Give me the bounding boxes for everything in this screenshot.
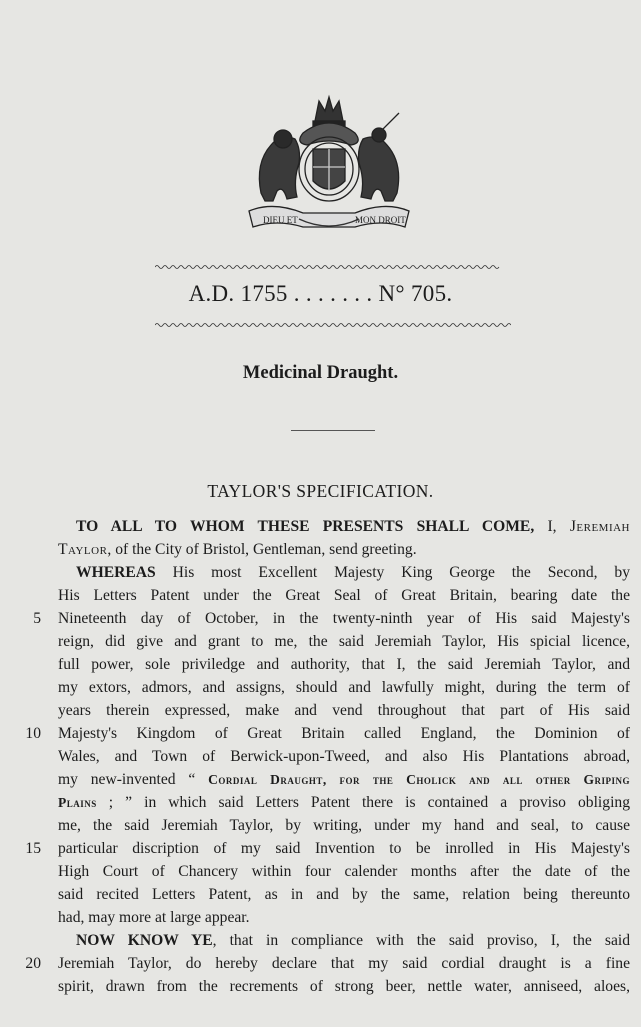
text-line: Taylor, of the City of Bristol, Gentleman, send greeting. (58, 541, 417, 558)
wavy-rule-bottom (155, 322, 511, 328)
text-line: had, may more at large appear. (58, 909, 250, 926)
text-line: His Letters Patent under the Great Seal of Great Britain, bearing date the (58, 587, 630, 604)
line-number: 5 (33, 610, 41, 627)
text-line: spirit, drawn from the recrements of strong beer, nettle water, anniseed, aloes, (58, 978, 630, 995)
document-title: Medicinal Draught. (242, 363, 399, 383)
specification-heading: TAYLOR'S SPECIFICATION. (207, 481, 434, 501)
title-divider (291, 430, 375, 431)
patent-number: N° 705. (378, 281, 453, 306)
text-line: said recited Letters Patent, as in and by the same, relation being thereunto (58, 886, 630, 903)
text-line: TO ALL TO WHOM THESE PRESENTS SHALL COME, I, Jeremiah (76, 518, 631, 535)
text-line: NOW KNOW YE, that in compliance with the said proviso, I, the said (76, 932, 630, 949)
text-line: particular discription of my said Invention to be inrolled in His Majesty's (58, 840, 630, 857)
text-line: me, the said Jeremiah Taylor, by writing, under my hand and seal, to cause (58, 817, 630, 834)
text-line: WHEREAS His most Excellent Majesty King George the Second, by (76, 564, 630, 581)
royal-coat-of-arms-icon (243, 93, 415, 235)
text-line: my new-invented “ Cordial Draught, for the Cholick and all other Griping (58, 771, 630, 788)
patent-year: A.D. 1755 (188, 281, 288, 306)
line-number: 15 (25, 840, 41, 857)
text-line: Jeremiah Taylor, do hereby declare that my said cordial draught is a fine (58, 955, 630, 972)
text-line: High Court of Chancery within four calender months after the date of the (58, 863, 630, 880)
text-line: my extors, admors, and assigns, should and lawfully might, during the term of (58, 679, 630, 696)
patent-number-line (0, 281, 641, 307)
line-number: 10 (25, 725, 41, 742)
text-line: Plains ; ” in which said Letters Patent there is contained a proviso obliging (58, 794, 630, 811)
text-line: years therein expressed, make and vend throughout that part of His said (58, 702, 630, 719)
text-line: Majesty's Kingdom of Great Britain called England, the Dominion of (58, 725, 630, 742)
crest-motto-right: MON DROIT (355, 215, 406, 225)
text-line: Nineteenth day of October, in the twenty-ninth year of His said Majesty's (58, 610, 630, 627)
text-line: reign, did give and grant to me, the said Jeremiah Taylor, His spicial licence, (58, 633, 630, 650)
text-line: Wales, and Town of Berwick-upon-Tweed, and also His Plantations abroad, (58, 748, 630, 765)
text-line: full power, sole priviledge and authority, that I, the said Jeremiah Taylor, and (58, 656, 630, 673)
crest-motto-left: DIEU ET (263, 215, 298, 225)
wavy-rule-top (155, 264, 511, 270)
line-number: 20 (25, 955, 41, 972)
leader-dots: . . . . . . . (293, 281, 373, 306)
